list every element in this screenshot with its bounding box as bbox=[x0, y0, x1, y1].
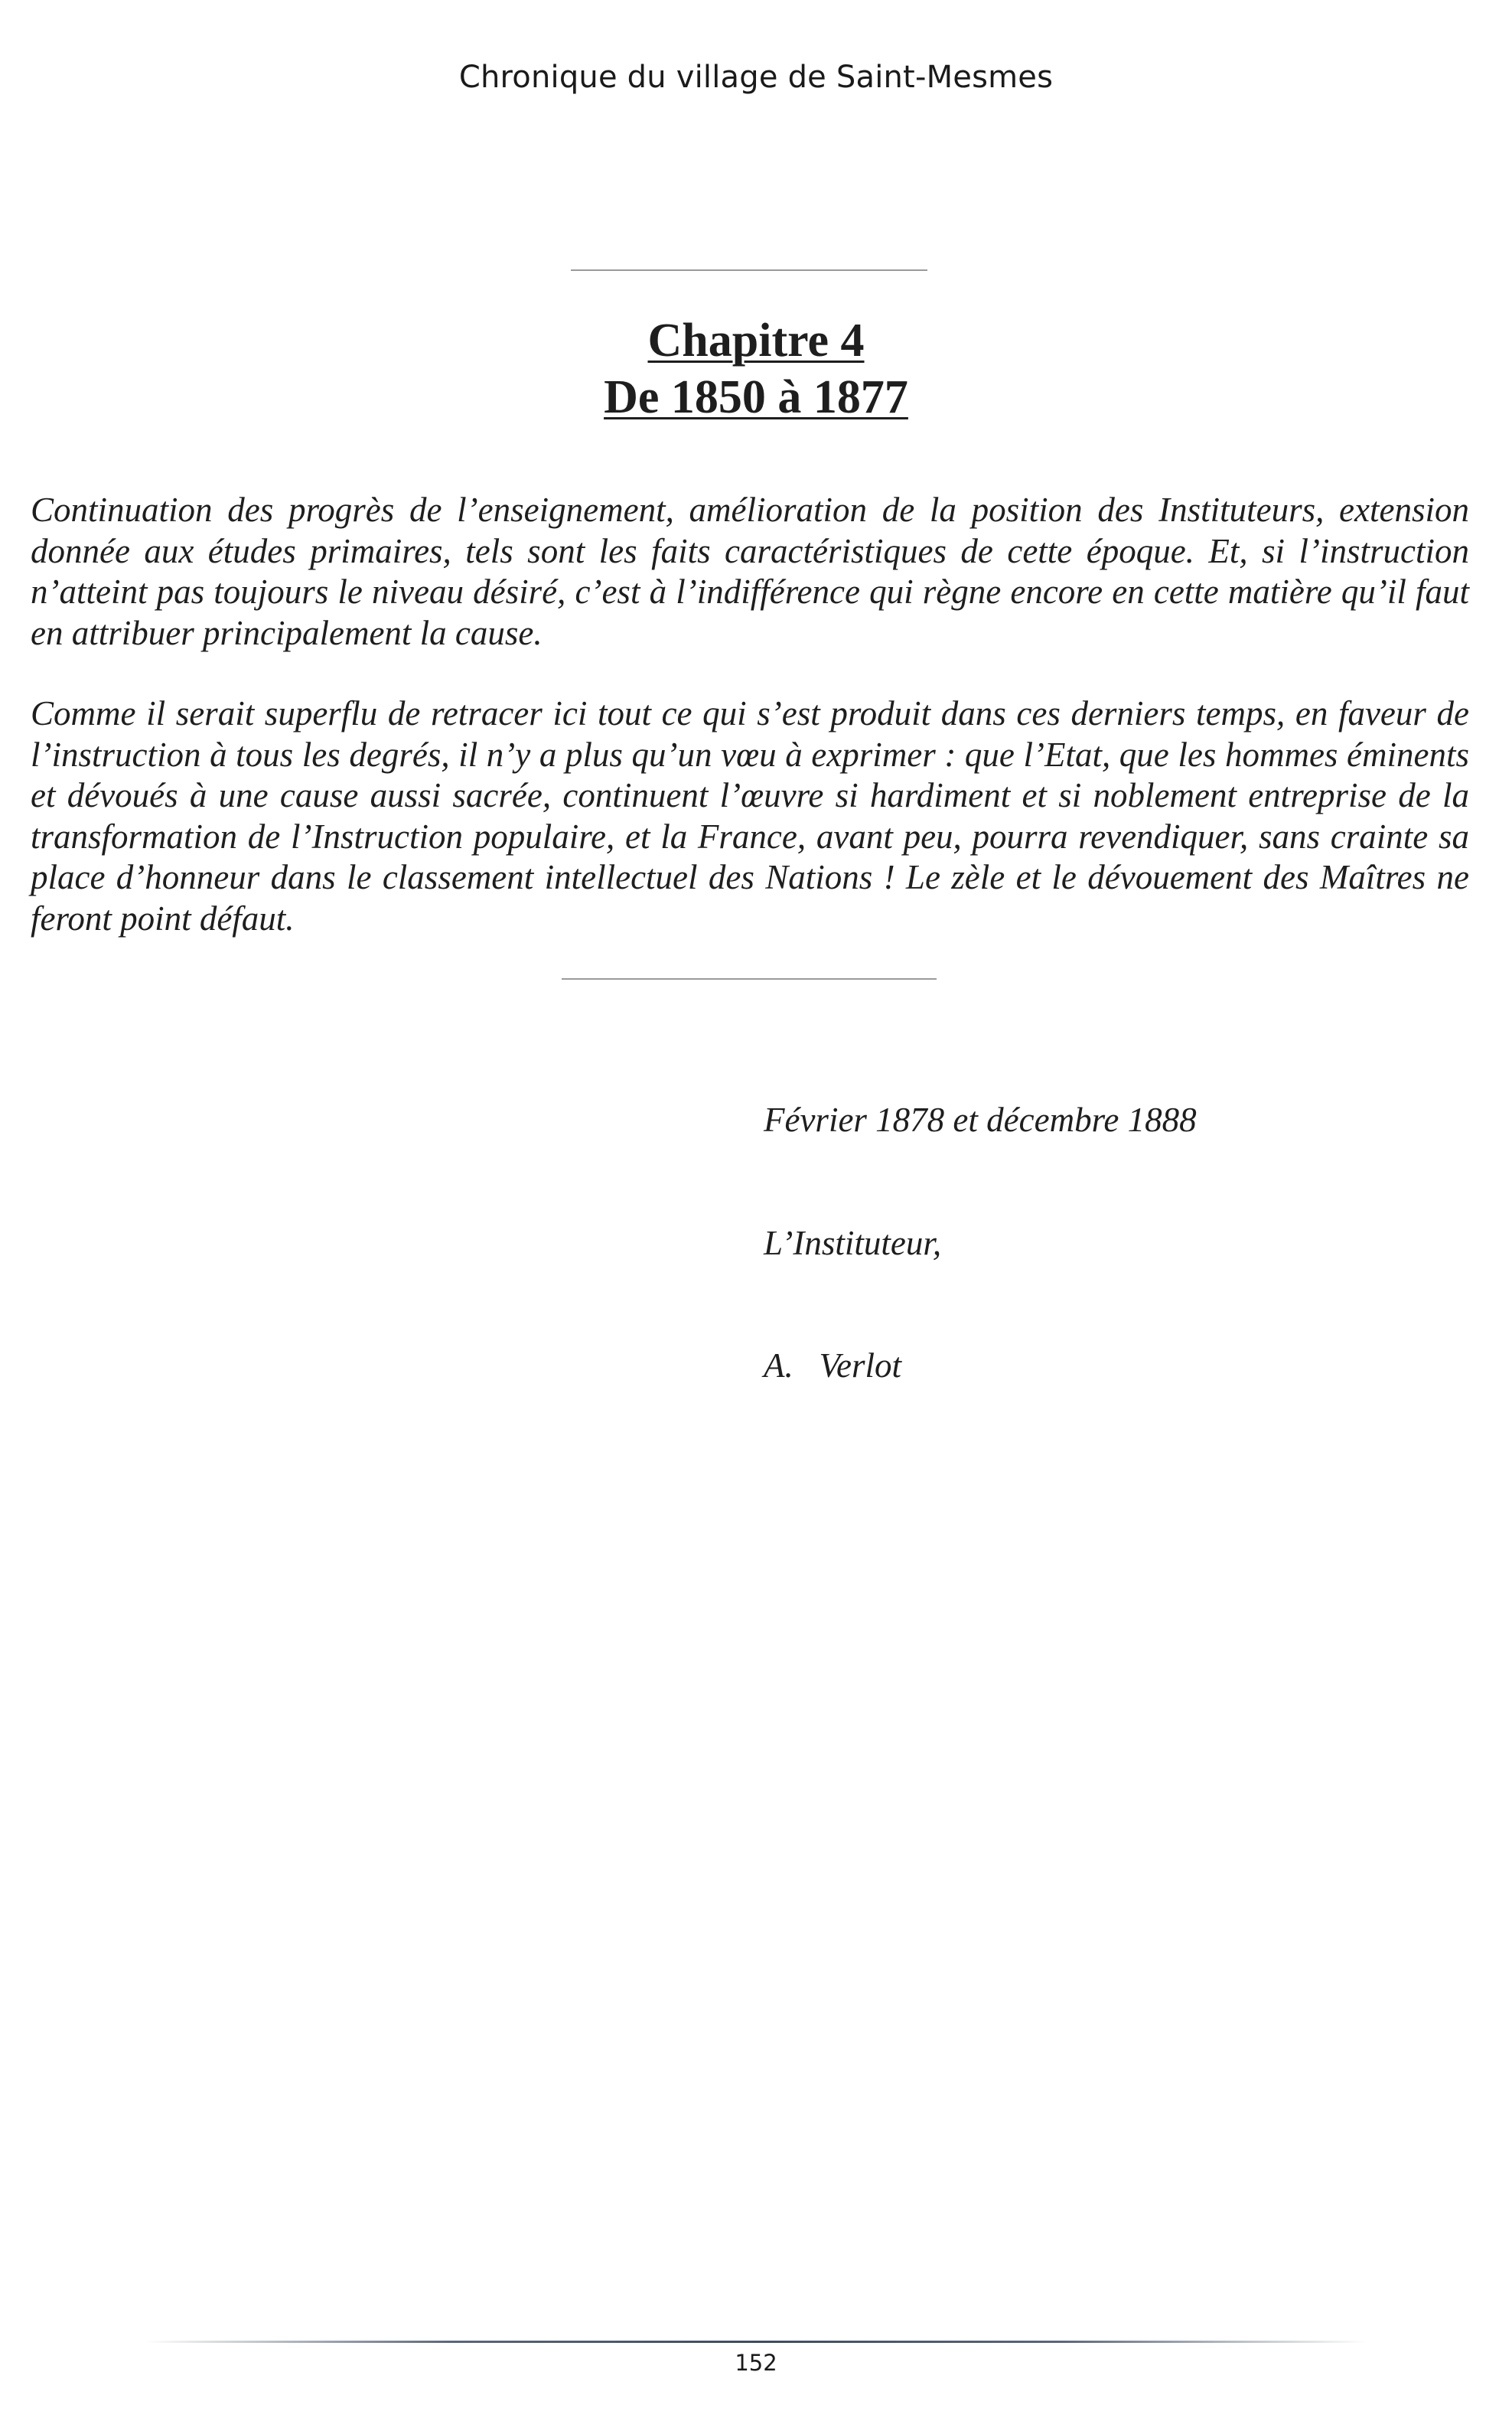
signature-role: L’Instituteur, bbox=[764, 1223, 942, 1262]
page-number: 152 bbox=[735, 2350, 777, 2376]
chapter-number: Chapitre 4 bbox=[647, 315, 865, 367]
paragraph-1: Continuation des progrès de l’enseignement, amélioration de la position des Instituteurs, extension donnée aux études primaires, tels sont les faits caractéristiques de cette époque. Et, si l’instruction n’atteint pas toujours le niveau désiré, c’est à l’indifférence qui règne encore en cette matière qu’il faut en attribuer principalement la cause. bbox=[31, 491, 1469, 652]
running-header: Chronique du village de Saint-Mesmes bbox=[458, 60, 1054, 95]
bottom-divider bbox=[562, 978, 937, 980]
signature-block bbox=[764, 1018, 1197, 1427]
paragraph-2: Comme il serait superflu de retracer ici tout ce qui s’est produit dans ces derniers temps, en faveur de l’instruction à tous les degrés, il n’y a plus qu’un vœu à exprimer : que l’Etat, que les hommes éminents et dévoués à une cause aussi sacrée, continuent l’œuvre si hardiment et si noblement entreprise de la transformation de l’Instruction populaire, et la France, avant peu, pourra revendiquer, sans crainte sa place d’honneur dans le classement intellectuel des Nations ! Le zèle et le dévouement des Maîtres ne feront point défaut. bbox=[31, 694, 1469, 938]
footer-divider bbox=[145, 2341, 1367, 2343]
top-divider bbox=[571, 269, 927, 271]
chapter-heading bbox=[0, 312, 1512, 426]
signature-name: A. Verlot bbox=[764, 1346, 901, 1385]
chapter-period: De 1850 à 1877 bbox=[604, 371, 908, 423]
signature-date: Février 1878 et décembre 1888 bbox=[764, 1101, 1197, 1139]
